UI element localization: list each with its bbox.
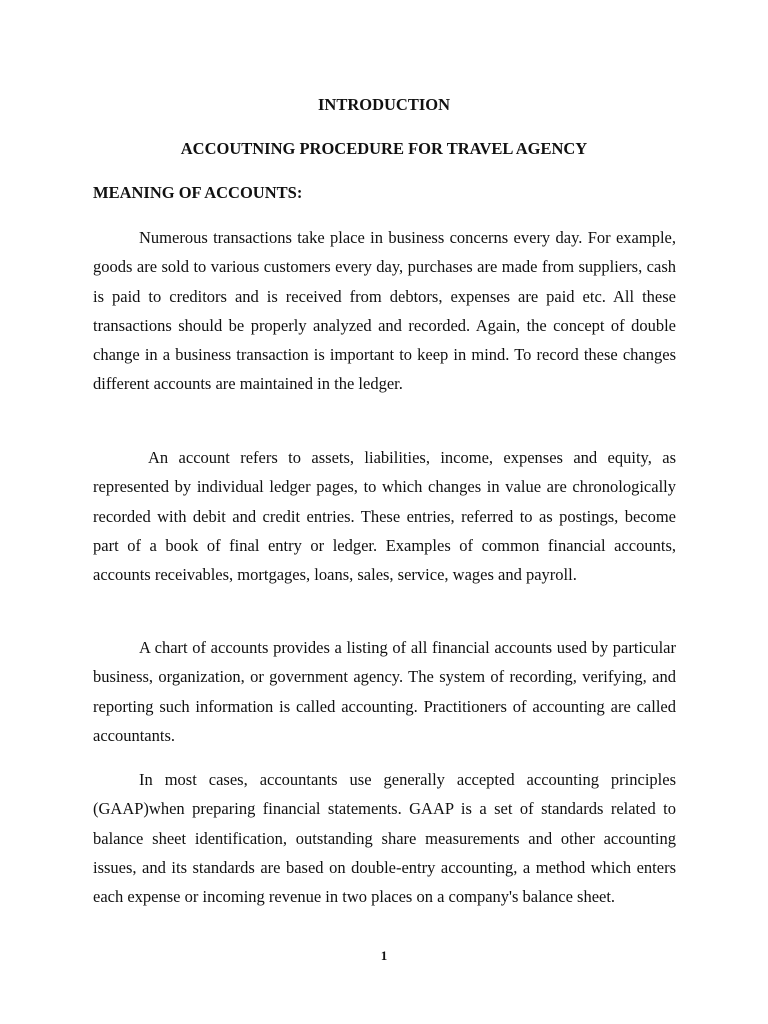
paragraph-4: In most cases, accountants use generally accepted accounting principles (GAAP)when preparing financial statements. GAAP is a set of standards related to balance sheet identification, outstanding share measurements and other accounting issues, and its standards are based on double-entry accounting, a method which enters each expense or incoming revenue in two places on a company's balance sheet.: [93, 770, 676, 907]
paragraph-3: A chart of accounts provides a listing of all financial accounts used by particular business, organization, or government agency. The system of recording, verifying, and reporting such information is called accounting. Practitioners of accounting are called accountants.: [93, 638, 676, 745]
page-number: 1: [380, 948, 388, 963]
page-title: INTRODUCTION: [317, 95, 451, 114]
paragraph-2: An account refers to assets, liabilities, income, expenses and equity, as represented by individual ledger pages, to which changes in value are chronologically recorded with debit and credit entries. These entries, referred to as postings, become part of a book of final entry or ledger. Examples of common financial accounts, accounts receivables, mortgages, loans, sales, service, wages and payroll.: [93, 448, 676, 585]
paragraph-1: Numerous transactions take place in business concerns every day. For example, goods are sold to various customers every day, purchases are made from suppliers, cash is paid to creditors and is received from debtors, expenses are paid etc. All these transactions should be properly analyzed and recorded. Again, the concept of double change in a business transaction is important to keep in mind. To record these changes different accounts are maintained in the ledger.: [93, 228, 676, 394]
section-heading: MEANING OF ACCOUNTS:: [93, 183, 303, 202]
document-subtitle: ACCOUTNING PROCEDURE FOR TRAVEL AGENCY: [180, 139, 588, 158]
